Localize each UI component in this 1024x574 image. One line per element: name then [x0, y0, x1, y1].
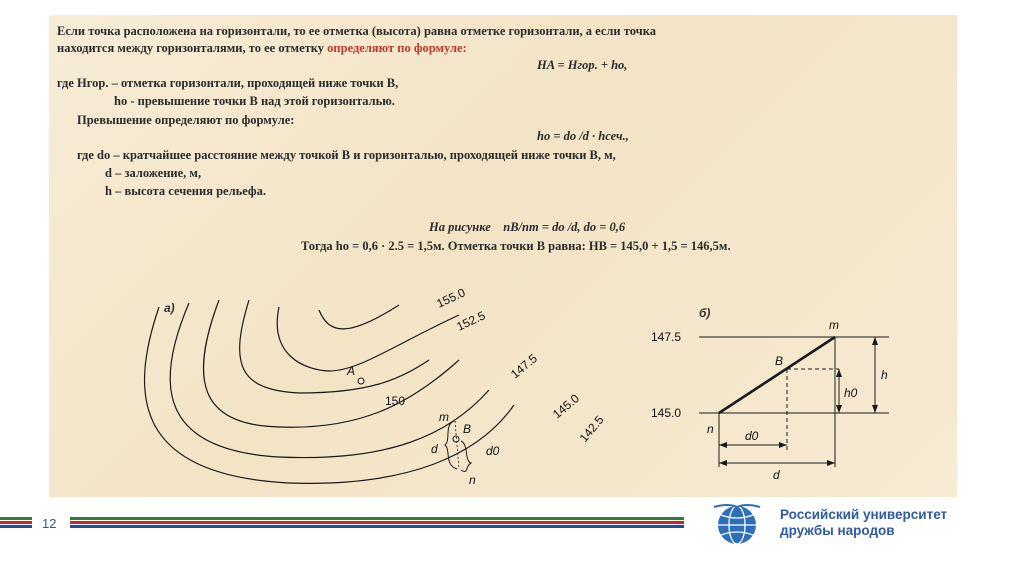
footer-stripe-green-left — [0, 517, 32, 520]
point-b-marker — [453, 436, 459, 442]
footer-stripe-blue — [70, 525, 684, 528]
university-name-line2: дружбы народов — [780, 523, 895, 538]
profile-d-label: d — [773, 468, 780, 482]
figure-a-contour-map — [129, 275, 607, 490]
dim-d-label: d — [431, 442, 438, 456]
contour-152-5 — [277, 307, 459, 371]
point-m-label: m — [439, 410, 449, 424]
text-line-9b: nB/nm = do /d, do = 0,6 — [503, 220, 626, 234]
text-line-2 — [57, 41, 467, 56]
profile-b-label: B — [775, 354, 784, 368]
footer-stripe-blue-left — [0, 525, 32, 528]
figure-b-label: б) — [699, 306, 711, 320]
university-logo — [706, 499, 768, 547]
footer-stripe-red-left — [0, 521, 32, 524]
point-b-label: B — [463, 422, 472, 436]
university-name-line1: Российский университет — [780, 507, 948, 522]
text-line-2a: находится между горизонталями, то ее отметку — [57, 41, 328, 55]
formula-1: HA = Hгор. + ho, — [537, 58, 628, 72]
level-147-5: 147.5 — [651, 330, 682, 344]
text-line-6: где do – кратчайшее расстояние между точкой B и горизонталью, проходящей ниже точки B, м, — [77, 148, 616, 162]
footer-stripe-red — [70, 521, 684, 524]
contour-155 — [319, 305, 399, 329]
contour-label-145: 145.0 — [549, 391, 582, 422]
contour-label-155: 155.0 — [434, 285, 468, 311]
profile-d0-label: d0 — [745, 429, 759, 443]
contour-label-142-5: 142.5 — [576, 412, 607, 445]
text-line-4: ho - превышение точки B над этой горизонталью. — [114, 94, 395, 108]
point-a-label: A — [347, 364, 356, 378]
brace-d0 — [461, 441, 471, 471]
text-line-8: h – высота сечения рельефа. — [105, 184, 266, 198]
text-line-3: где Hгор. – отметка горизонтали, проходящей ниже точки B, — [57, 76, 399, 90]
level-145-0: 145.0 — [651, 406, 682, 420]
figure-a-label: а) — [164, 301, 175, 315]
contour-label-152-5: 152.5 — [454, 308, 488, 334]
profile-h-label: h — [881, 368, 888, 382]
page-number: 12 — [42, 516, 57, 531]
text-line-9a: На рисунке — [429, 220, 491, 234]
text-line-10: Тогда ho = 0,6 · 2.5 = 1,5м. Отметка точки B равна: HB = 145,0 + 1,5 = 146,5м. — [301, 239, 731, 253]
text-line-1: Если точка расположена на горизонтали, то ее отметка (высота) равна отметке горизонтали, а если точка — [57, 24, 656, 38]
figure-b-profile — [639, 285, 939, 485]
profile-m-label: m — [829, 318, 839, 332]
profile-n-label: n — [707, 422, 714, 436]
contour-150 — [240, 300, 429, 393]
formula-2: ho = do /d · hсеч., — [537, 129, 629, 143]
dim-d0-label: d0 — [486, 444, 500, 458]
contour-label-150: 150 — [385, 394, 406, 408]
text-line-5: Превышение определяют по формуле: — [77, 113, 295, 127]
text-line-9 — [429, 220, 625, 235]
brace-d — [445, 421, 457, 469]
text-line-7: d – заложение, м, — [105, 166, 202, 180]
footer-stripe-green — [70, 517, 684, 520]
text-line-2b: определяют по формуле: — [327, 41, 467, 55]
contour-label-147-5: 147.5 — [507, 351, 540, 382]
point-a-marker — [358, 378, 364, 384]
contour-145 — [170, 303, 489, 458]
profile-h0-label: h0 — [844, 386, 858, 400]
point-n-label: n — [469, 473, 476, 487]
slide-image — [49, 15, 957, 497]
